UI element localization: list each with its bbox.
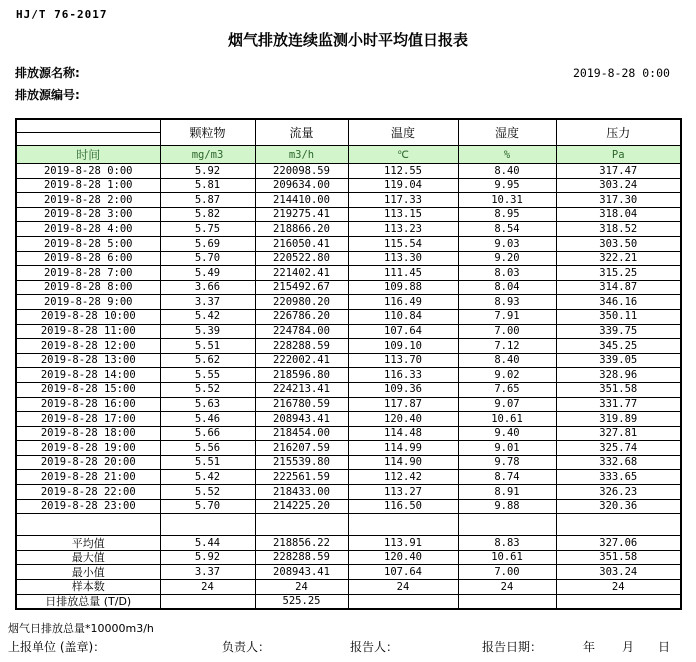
value-cell: 319.89 [556, 412, 681, 427]
value-cell: 339.75 [556, 324, 681, 339]
value-cell: 351.58 [556, 550, 681, 565]
value-cell: 332.68 [556, 455, 681, 470]
signature-line [0, 638, 696, 656]
value-cell: 5.70 [160, 251, 255, 266]
value-cell: 314.87 [556, 280, 681, 295]
value-cell: 222002.41 [255, 353, 348, 368]
table-row [16, 514, 681, 536]
value-cell: 8.04 [458, 280, 556, 295]
unit-particulate: mg/m3 [160, 146, 255, 164]
value-cell: 5.62 [160, 353, 255, 368]
value-cell: 218454.00 [255, 426, 348, 441]
report-unit-label: 上报单位 (盖章)： [8, 640, 106, 654]
value-cell: 333.65 [556, 470, 681, 485]
time-cell: 2019-8-28 0:00 [16, 164, 160, 179]
value-cell: 525.25 [255, 594, 348, 609]
value-cell: 116.33 [348, 368, 458, 383]
value-cell [160, 514, 255, 536]
time-cell: 2019-8-28 15:00 [16, 382, 160, 397]
value-cell: 219275.41 [255, 207, 348, 222]
time-cell: 2019-8-28 4:00 [16, 222, 160, 237]
value-cell: 115.54 [348, 236, 458, 251]
time-cell: 2019-8-28 3:00 [16, 207, 160, 222]
value-cell [458, 514, 556, 536]
value-cell: 5.44 [160, 536, 255, 551]
value-cell: 9.78 [458, 455, 556, 470]
value-cell: 8.93 [458, 295, 556, 310]
value-cell: 325.74 [556, 441, 681, 456]
value-cell: 8.74 [458, 470, 556, 485]
table-row [16, 441, 681, 456]
value-cell: 218433.00 [255, 485, 348, 500]
year-label: 年 [583, 640, 596, 654]
value-cell: 320.36 [556, 499, 681, 514]
value-cell: 110.84 [348, 309, 458, 324]
value-cell: 5.39 [160, 324, 255, 339]
value-cell: 317.47 [556, 164, 681, 179]
value-cell: 208943.41 [255, 412, 348, 427]
time-cell: 2019-8-28 10:00 [16, 309, 160, 324]
time-cell: 2019-8-28 13:00 [16, 353, 160, 368]
unit-humidity: % [458, 146, 556, 164]
value-cell: 24 [255, 580, 348, 595]
time-cell: 2019-8-28 11:00 [16, 324, 160, 339]
value-cell: 9.02 [458, 368, 556, 383]
table-row [16, 368, 681, 383]
value-cell: 8.91 [458, 485, 556, 500]
unit-row [16, 146, 681, 164]
report-datetime: 2019-8-28 0:00 [573, 66, 670, 80]
time-cell: 2019-8-28 19:00 [16, 441, 160, 456]
value-cell: 215492.67 [255, 280, 348, 295]
page-title: 烟气排放连续监测小时平均值日报表 [227, 31, 468, 49]
unit-pressure: Pa [556, 146, 681, 164]
value-cell: 218866.20 [255, 222, 348, 237]
value-cell: 5.92 [160, 550, 255, 565]
value-cell: 315.25 [556, 266, 681, 281]
day-label: 日 [658, 640, 671, 654]
value-cell: 326.23 [556, 485, 681, 500]
value-cell: 318.04 [556, 207, 681, 222]
value-cell: 224213.41 [255, 382, 348, 397]
value-cell: 114.99 [348, 441, 458, 456]
value-cell: 5.70 [160, 499, 255, 514]
value-cell: 9.20 [458, 251, 556, 266]
stat-label-cell: 日排放总量 (T/D) [16, 594, 160, 609]
value-cell: 351.58 [556, 382, 681, 397]
table-row [16, 565, 681, 580]
value-cell: 214410.00 [255, 193, 348, 208]
table-row [16, 164, 681, 179]
value-cell: 221402.41 [255, 266, 348, 281]
value-cell: 24 [160, 580, 255, 595]
time-cell: 2019-8-28 22:00 [16, 485, 160, 500]
table-row [16, 222, 681, 237]
value-cell: 8.03 [458, 266, 556, 281]
value-cell: 8.40 [458, 164, 556, 179]
value-cell: 3.37 [160, 295, 255, 310]
value-cell: 10.61 [458, 412, 556, 427]
value-cell: 350.11 [556, 309, 681, 324]
time-cell: 2019-8-28 21:00 [16, 470, 160, 485]
value-cell: 5.51 [160, 339, 255, 354]
value-cell: 216780.59 [255, 397, 348, 412]
value-cell: 220098.59 [255, 164, 348, 179]
time-cell: 2019-8-28 5:00 [16, 236, 160, 251]
table-row [16, 251, 681, 266]
unit-temperature: ℃ [348, 146, 458, 164]
value-cell [348, 514, 458, 536]
value-cell: 5.52 [160, 485, 255, 500]
table-row [16, 412, 681, 427]
column-header-flow: 流量 [255, 119, 348, 146]
value-cell: 116.49 [348, 295, 458, 310]
value-cell: 113.23 [348, 222, 458, 237]
value-cell: 24 [458, 580, 556, 595]
table-row [16, 236, 681, 251]
value-cell: 5.49 [160, 266, 255, 281]
time-cell: 2019-8-28 2:00 [16, 193, 160, 208]
table-row [16, 536, 681, 551]
value-cell: 228288.59 [255, 339, 348, 354]
table-row [16, 295, 681, 310]
value-cell: 5.52 [160, 382, 255, 397]
value-cell: 5.63 [160, 397, 255, 412]
table-row [16, 207, 681, 222]
table-row [16, 470, 681, 485]
unit-flow: m3/h [255, 146, 348, 164]
value-cell: 5.75 [160, 222, 255, 237]
table-row [16, 426, 681, 441]
time-cell: 2019-8-28 1:00 [16, 178, 160, 193]
value-cell: 107.64 [348, 324, 458, 339]
value-cell: 5.42 [160, 470, 255, 485]
value-cell: 228288.59 [255, 550, 348, 565]
table-row [16, 353, 681, 368]
table-row [16, 178, 681, 193]
value-cell: 220522.80 [255, 251, 348, 266]
value-cell: 9.01 [458, 441, 556, 456]
stat-label-cell: 样本数 [16, 580, 160, 595]
reporter-label: 报告人： [350, 640, 399, 654]
table-row [16, 280, 681, 295]
time-cell: 2019-8-28 12:00 [16, 339, 160, 354]
value-cell: 7.00 [458, 324, 556, 339]
column-header-humidity: 湿度 [458, 119, 556, 146]
table-row [16, 485, 681, 500]
time-cell: 2019-8-28 6:00 [16, 251, 160, 266]
value-cell: 8.40 [458, 353, 556, 368]
value-cell: 109.36 [348, 382, 458, 397]
time-cell: 2019-8-28 16:00 [16, 397, 160, 412]
table-row [16, 382, 681, 397]
time-cell: 2019-8-28 18:00 [16, 426, 160, 441]
value-cell: 9.40 [458, 426, 556, 441]
value-cell: 3.37 [160, 565, 255, 580]
value-cell: 24 [348, 580, 458, 595]
value-cell: 5.69 [160, 236, 255, 251]
value-cell: 214225.20 [255, 499, 348, 514]
value-cell: 5.66 [160, 426, 255, 441]
value-cell: 3.66 [160, 280, 255, 295]
value-cell: 208943.41 [255, 565, 348, 580]
time-column-header: 时间 [16, 146, 160, 164]
value-cell [556, 594, 681, 609]
value-cell: 303.24 [556, 565, 681, 580]
value-cell: 5.51 [160, 455, 255, 470]
table-row [16, 499, 681, 514]
value-cell: 24 [556, 580, 681, 595]
value-cell: 8.54 [458, 222, 556, 237]
report-date-label: 报告日期： [482, 640, 543, 654]
stat-label-cell: 最大值 [16, 550, 160, 565]
value-cell [458, 594, 556, 609]
value-cell: 10.31 [458, 193, 556, 208]
value-cell: 303.24 [556, 178, 681, 193]
value-cell: 317.30 [556, 193, 681, 208]
value-cell: 215539.80 [255, 455, 348, 470]
value-cell: 9.95 [458, 178, 556, 193]
table-row [16, 339, 681, 354]
value-cell: 117.87 [348, 397, 458, 412]
value-cell: 345.25 [556, 339, 681, 354]
standard-number: HJ/T 76-2017 [16, 8, 108, 21]
column-header-pressure: 压力 [556, 119, 681, 146]
value-cell: 9.88 [458, 499, 556, 514]
value-cell: 116.50 [348, 499, 458, 514]
value-cell: 119.04 [348, 178, 458, 193]
table-header [16, 119, 681, 164]
value-cell: 328.96 [556, 368, 681, 383]
time-cell: 2019-8-28 23:00 [16, 499, 160, 514]
value-cell: 10.61 [458, 550, 556, 565]
value-cell: 113.27 [348, 485, 458, 500]
time-cell: 2019-8-28 7:00 [16, 266, 160, 281]
source-code-label: 排放源编号: [15, 88, 80, 102]
table-row [16, 324, 681, 339]
value-cell: 120.40 [348, 412, 458, 427]
month-label: 月 [622, 640, 635, 654]
time-cell: 2019-8-28 17:00 [16, 412, 160, 427]
value-cell: 224784.00 [255, 324, 348, 339]
value-cell: 5.82 [160, 207, 255, 222]
value-cell: 5.46 [160, 412, 255, 427]
source-name-label: 排放源名称: [15, 66, 80, 80]
header-blank-cell [16, 133, 160, 146]
value-cell: 9.03 [458, 236, 556, 251]
value-cell: 8.95 [458, 207, 556, 222]
value-cell: 109.88 [348, 280, 458, 295]
value-cell: 120.40 [348, 550, 458, 565]
value-cell: 113.70 [348, 353, 458, 368]
value-cell: 5.56 [160, 441, 255, 456]
value-cell: 8.83 [458, 536, 556, 551]
value-cell: 346.16 [556, 295, 681, 310]
value-cell: 5.92 [160, 164, 255, 179]
value-cell: 117.33 [348, 193, 458, 208]
value-cell: 113.30 [348, 251, 458, 266]
value-cell: 5.55 [160, 368, 255, 383]
time-cell: 2019-8-28 20:00 [16, 455, 160, 470]
table-row [16, 550, 681, 565]
total-emission-note: 烟气日排放总量*10000m3/h [8, 622, 154, 635]
value-cell: 318.52 [556, 222, 681, 237]
value-cell: 7.00 [458, 565, 556, 580]
value-cell: 216050.41 [255, 236, 348, 251]
table-row [16, 309, 681, 324]
time-cell: 2019-8-28 9:00 [16, 295, 160, 310]
value-cell: 7.91 [458, 309, 556, 324]
value-cell: 327.81 [556, 426, 681, 441]
value-cell: 218596.80 [255, 368, 348, 383]
value-cell: 339.05 [556, 353, 681, 368]
table-body [16, 164, 681, 609]
value-cell: 113.91 [348, 536, 458, 551]
table-row [16, 397, 681, 412]
value-cell [255, 514, 348, 536]
column-header-temperature: 温度 [348, 119, 458, 146]
responsible-person-label: 负责人： [222, 640, 271, 654]
value-cell: 112.42 [348, 470, 458, 485]
value-cell: 5.42 [160, 309, 255, 324]
table-row [16, 594, 681, 609]
value-cell: 111.45 [348, 266, 458, 281]
table-row [16, 266, 681, 281]
time-cell: 2019-8-28 8:00 [16, 280, 160, 295]
value-cell: 303.50 [556, 236, 681, 251]
value-cell: 7.65 [458, 382, 556, 397]
value-cell: 226786.20 [255, 309, 348, 324]
column-header-particulate: 颗粒物 [160, 119, 255, 146]
value-cell: 9.07 [458, 397, 556, 412]
time-cell: 2019-8-28 14:00 [16, 368, 160, 383]
value-cell: 5.81 [160, 178, 255, 193]
value-cell: 5.87 [160, 193, 255, 208]
table-row [16, 580, 681, 595]
value-cell [348, 594, 458, 609]
value-cell [160, 594, 255, 609]
value-cell: 114.48 [348, 426, 458, 441]
value-cell: 327.06 [556, 536, 681, 551]
monitoring-table [15, 118, 682, 610]
table-row [16, 193, 681, 208]
value-cell: 331.77 [556, 397, 681, 412]
value-cell: 220980.20 [255, 295, 348, 310]
value-cell: 322.21 [556, 251, 681, 266]
value-cell: 109.10 [348, 339, 458, 354]
spacer-cell [16, 514, 160, 536]
value-cell: 112.55 [348, 164, 458, 179]
value-cell: 113.15 [348, 207, 458, 222]
value-cell: 7.12 [458, 339, 556, 354]
stat-label-cell: 平均值 [16, 536, 160, 551]
value-cell: 209634.00 [255, 178, 348, 193]
stat-label-cell: 最小值 [16, 565, 160, 580]
value-cell: 114.90 [348, 455, 458, 470]
header-blank-cell [16, 119, 160, 133]
value-cell: 216207.59 [255, 441, 348, 456]
table-row [16, 455, 681, 470]
value-cell: 222561.59 [255, 470, 348, 485]
value-cell [556, 514, 681, 536]
value-cell: 107.64 [348, 565, 458, 580]
value-cell: 218856.22 [255, 536, 348, 551]
